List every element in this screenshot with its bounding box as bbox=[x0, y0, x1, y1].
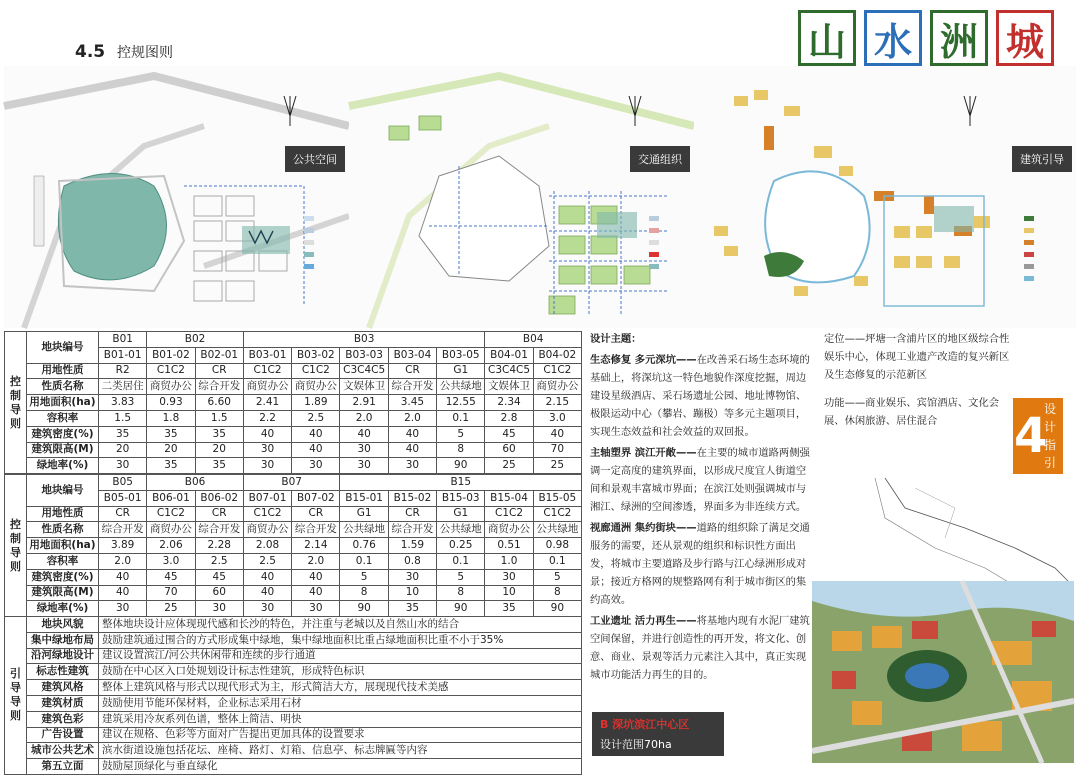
row-label: 容积率 bbox=[27, 553, 99, 569]
group-cell: B04 bbox=[485, 332, 582, 348]
value-cell: 30 bbox=[292, 601, 340, 617]
value-cell: 0.25 bbox=[437, 538, 485, 554]
value-cell: 40 bbox=[292, 442, 340, 458]
header-label: 地块编号 bbox=[27, 475, 99, 507]
guidance-text: 建筑采用冷灰系列色谱，整体上简洁、明快 bbox=[99, 711, 582, 727]
table-row bbox=[5, 680, 582, 696]
value-cell: 40 bbox=[388, 426, 436, 442]
table-row bbox=[5, 442, 582, 458]
row-label: 建筑材质 bbox=[27, 695, 99, 711]
value-cell: C1C2 bbox=[243, 506, 291, 522]
table-row bbox=[5, 695, 582, 711]
guidance-text: 滨水街道设施包括花坛、座椅、路灯、灯箱、信息亭、标志牌匾等内容 bbox=[99, 743, 582, 759]
value-cell: C1C2 bbox=[147, 506, 195, 522]
group-cell: B05 bbox=[99, 475, 147, 491]
row-label: 建筑色彩 bbox=[27, 711, 99, 727]
brand-tile-2: 水 bbox=[864, 10, 922, 66]
value-cell: 40 bbox=[388, 442, 436, 458]
value-cell: 10 bbox=[485, 585, 533, 601]
value-cell: 45 bbox=[195, 569, 243, 585]
value-cell: 30 bbox=[340, 442, 388, 458]
table-row bbox=[5, 395, 582, 411]
value-cell: 90 bbox=[437, 458, 485, 474]
plot-id-cell: B06-02 bbox=[195, 490, 243, 506]
value-cell: C1C2 bbox=[292, 363, 340, 379]
brand-tile-3: 洲 bbox=[930, 10, 988, 66]
value-cell: 40 bbox=[99, 569, 147, 585]
scope-area: 设计范围70ha bbox=[600, 738, 672, 751]
value-cell: R2 bbox=[99, 363, 147, 379]
value-cell: 综合开发 bbox=[99, 522, 147, 538]
value-cell: 0.51 bbox=[485, 538, 533, 554]
plot-id-cell: B01-01 bbox=[99, 347, 147, 363]
table-row bbox=[5, 475, 582, 491]
value-cell: CR bbox=[195, 363, 243, 379]
table-row bbox=[5, 727, 582, 743]
value-cell: 二类居住 bbox=[99, 379, 147, 395]
positioning-text: 定位——坪塘一含浦片区的地区级综合性娱乐中心，体现工业遗产改造的复兴新区及生态修复的示范新区 bbox=[824, 333, 1010, 381]
value-cell: 30 bbox=[485, 569, 533, 585]
value-cell: 40 bbox=[243, 569, 291, 585]
value-cell: 2.15 bbox=[533, 395, 581, 411]
brand-tile-1: 山 bbox=[798, 10, 856, 66]
value-cell: 35 bbox=[147, 426, 195, 442]
control-table-1 bbox=[4, 331, 582, 474]
value-cell: CR bbox=[292, 506, 340, 522]
table-row bbox=[5, 601, 582, 617]
plot-id-cell: B03-05 bbox=[437, 347, 485, 363]
plot-id-cell: B15-05 bbox=[533, 490, 581, 506]
table-row bbox=[5, 759, 582, 775]
building-label: 建筑引导 bbox=[1012, 146, 1072, 172]
row-label: 性质名称 bbox=[27, 379, 99, 395]
row-label: 集中绿地布局 bbox=[27, 632, 99, 648]
row-label: 用地性质 bbox=[27, 363, 99, 379]
table-row bbox=[5, 426, 582, 442]
value-cell: 0.1 bbox=[437, 553, 485, 569]
value-cell: 60 bbox=[485, 442, 533, 458]
value-cell: 30 bbox=[388, 569, 436, 585]
brand-logo bbox=[798, 10, 1054, 66]
building-plan bbox=[694, 66, 1076, 328]
value-cell: C1C2 bbox=[485, 506, 533, 522]
value-cell: C1C2 bbox=[243, 363, 291, 379]
plot-id-cell: B03-03 bbox=[340, 347, 388, 363]
section-label: 控制导则 bbox=[5, 332, 27, 474]
plot-id-cell: B06-01 bbox=[147, 490, 195, 506]
theme-paragraph bbox=[590, 519, 816, 609]
value-cell: 2.08 bbox=[243, 538, 291, 554]
row-label: 建筑密度(%) bbox=[27, 426, 99, 442]
value-cell: 0.98 bbox=[533, 538, 581, 554]
value-cell: 2.28 bbox=[195, 538, 243, 554]
design-scope-box bbox=[592, 712, 724, 756]
row-label: 建筑风格 bbox=[27, 680, 99, 696]
value-cell: 8 bbox=[533, 585, 581, 601]
guidance-text: 整体上建筑风格与形式以现代形式为主，形式简洁大方，展现现代技术美感 bbox=[99, 680, 582, 696]
value-cell: 40 bbox=[340, 426, 388, 442]
value-cell: 0.76 bbox=[340, 538, 388, 554]
value-cell: 40 bbox=[292, 569, 340, 585]
design-theme bbox=[590, 330, 816, 687]
plot-id-cell: B02-01 bbox=[195, 347, 243, 363]
group-cell: B06 bbox=[147, 475, 244, 491]
page-title bbox=[75, 42, 173, 62]
value-cell: 公共绿地 bbox=[437, 522, 485, 538]
page-subtitle: 控规图则 bbox=[117, 45, 174, 61]
value-cell: 30 bbox=[388, 458, 436, 474]
value-cell: 2.8 bbox=[485, 410, 533, 426]
table-row bbox=[5, 522, 582, 538]
value-cell: 2.41 bbox=[243, 395, 291, 411]
plot-id-cell: B01-02 bbox=[147, 347, 195, 363]
table-row bbox=[5, 379, 582, 395]
value-cell: 1.5 bbox=[99, 410, 147, 426]
value-cell: 20 bbox=[99, 442, 147, 458]
plot-id-cell: B03-01 bbox=[243, 347, 291, 363]
theme-paragraph bbox=[590, 612, 816, 684]
value-cell: 90 bbox=[533, 601, 581, 617]
value-cell: CR bbox=[99, 506, 147, 522]
value-cell: 20 bbox=[195, 442, 243, 458]
value-cell: C1C2 bbox=[147, 363, 195, 379]
aerial-render bbox=[812, 581, 1074, 763]
table-row bbox=[5, 569, 582, 585]
function-text: 功能——商业娱乐、宾馆酒店、文化会展、休闲旅游、居住混合 bbox=[824, 397, 1000, 427]
guidance-text: 鼓励使用节能环保材料，企业标志采用石材 bbox=[99, 695, 582, 711]
value-cell: G1 bbox=[437, 363, 485, 379]
value-cell: C3C4C5 bbox=[340, 363, 388, 379]
table-row bbox=[5, 410, 582, 426]
value-cell: 40 bbox=[533, 426, 581, 442]
table-row bbox=[5, 332, 582, 348]
value-cell: 2.5 bbox=[243, 553, 291, 569]
value-cell: 25 bbox=[485, 458, 533, 474]
value-cell: 0.8 bbox=[388, 553, 436, 569]
value-cell: 30 bbox=[99, 458, 147, 474]
brand-tile-4: 城 bbox=[996, 10, 1054, 66]
value-cell: CR bbox=[388, 506, 436, 522]
value-cell: 1.0 bbox=[485, 553, 533, 569]
row-label: 建筑限高(M) bbox=[27, 585, 99, 601]
value-cell: CR bbox=[388, 363, 436, 379]
plot-id-cell: B03-02 bbox=[292, 347, 340, 363]
section-label: 控制导则 bbox=[5, 475, 27, 617]
value-cell: 2.0 bbox=[340, 410, 388, 426]
value-cell: 30 bbox=[195, 601, 243, 617]
value-cell: 商贸办公 bbox=[485, 522, 533, 538]
guidance-text: 鼓励屋顶绿化与垂直绿化 bbox=[99, 759, 582, 775]
value-cell: 45 bbox=[485, 426, 533, 442]
value-cell: 0.1 bbox=[437, 410, 485, 426]
control-table-2 bbox=[4, 474, 582, 617]
value-cell: G1 bbox=[340, 506, 388, 522]
value-cell: 2.5 bbox=[292, 410, 340, 426]
value-cell: 40 bbox=[243, 426, 291, 442]
table-row bbox=[5, 585, 582, 601]
row-label: 用地面积(ha) bbox=[27, 538, 99, 554]
value-cell: 商贸办公 bbox=[243, 522, 291, 538]
value-cell: 5 bbox=[340, 569, 388, 585]
value-cell: 30 bbox=[292, 458, 340, 474]
table-row bbox=[5, 458, 582, 474]
value-cell: 1.89 bbox=[292, 395, 340, 411]
table-row bbox=[5, 506, 582, 522]
value-cell: 5 bbox=[437, 426, 485, 442]
value-cell: 90 bbox=[340, 601, 388, 617]
value-cell: 30 bbox=[243, 458, 291, 474]
scope-name: B 深坑滨江中心区 bbox=[600, 718, 690, 731]
value-cell: 0.93 bbox=[147, 395, 195, 411]
chapter-text: 设计指引 bbox=[1043, 402, 1056, 470]
header-label: 地块编号 bbox=[27, 332, 99, 364]
value-cell: G1 bbox=[437, 506, 485, 522]
table-row bbox=[5, 664, 582, 680]
value-cell: 商贸办公 bbox=[533, 379, 581, 395]
value-cell: 8 bbox=[340, 585, 388, 601]
row-label: 绿地率(%) bbox=[27, 601, 99, 617]
plot-id-cell: B15-01 bbox=[340, 490, 388, 506]
row-label: 性质名称 bbox=[27, 522, 99, 538]
value-cell: 30 bbox=[99, 601, 147, 617]
group-cell: B03 bbox=[243, 332, 484, 348]
theme-body: 将基地内现有水泥厂建筑空间保留，并进行创造性的再开发，将文化、创意、商业、景观等活力元素注入其中，真正实现城市功能活力再生的目的。 bbox=[590, 615, 810, 681]
page-number: 4.5 bbox=[75, 42, 106, 62]
value-cell: 25 bbox=[533, 458, 581, 474]
value-cell: 综合开发 bbox=[388, 379, 436, 395]
value-cell: 3.83 bbox=[99, 395, 147, 411]
value-cell: 综合开发 bbox=[388, 522, 436, 538]
value-cell: 文娱体卫 bbox=[340, 379, 388, 395]
value-cell: 35 bbox=[195, 426, 243, 442]
value-cell: C1C2 bbox=[533, 363, 581, 379]
value-cell: 10 bbox=[388, 585, 436, 601]
value-cell: 综合开发 bbox=[292, 522, 340, 538]
value-cell: 8 bbox=[437, 585, 485, 601]
group-cell: B07 bbox=[243, 475, 340, 491]
value-cell: 商贸办公 bbox=[243, 379, 291, 395]
plot-id-cell: B03-04 bbox=[388, 347, 436, 363]
value-cell: 1.5 bbox=[195, 410, 243, 426]
value-cell: 公共绿地 bbox=[533, 522, 581, 538]
value-cell: 2.0 bbox=[292, 553, 340, 569]
section-label: 引导导则 bbox=[5, 617, 27, 775]
guidance-text: 建议在规格、色彩等方面对广告提出更加具体的设置要求 bbox=[99, 727, 582, 743]
plot-id-cell: B15-03 bbox=[437, 490, 485, 506]
table-row bbox=[5, 617, 582, 633]
public-space-map bbox=[4, 66, 349, 328]
group-cell: B15 bbox=[340, 475, 582, 491]
value-cell: 2.91 bbox=[340, 395, 388, 411]
value-cell: 8 bbox=[437, 442, 485, 458]
value-cell: 5 bbox=[437, 569, 485, 585]
value-cell: 40 bbox=[99, 585, 147, 601]
traffic-label: 交通组织 bbox=[630, 146, 690, 172]
value-cell: C3C4C5 bbox=[485, 363, 533, 379]
theme-head: 工业遗址 活力再生—— bbox=[590, 615, 697, 627]
value-cell: 商贸办公 bbox=[147, 379, 195, 395]
location-plan bbox=[815, 478, 1073, 586]
value-cell: 3.0 bbox=[147, 553, 195, 569]
value-cell: 3.0 bbox=[533, 410, 581, 426]
value-cell: 35 bbox=[99, 426, 147, 442]
plot-id-cell: B07-02 bbox=[292, 490, 340, 506]
value-cell: 文娱体卫 bbox=[485, 379, 533, 395]
value-cell: 0.1 bbox=[340, 553, 388, 569]
theme-head: 主轴塑界 滨江开敞—— bbox=[590, 447, 697, 459]
table-row bbox=[5, 711, 582, 727]
table-row bbox=[5, 538, 582, 554]
value-cell: 12.55 bbox=[437, 395, 485, 411]
guidance-text: 整体地块设计应体现现代感和长沙的特色，并注重与老城以及自然山水的结合 bbox=[99, 617, 582, 633]
value-cell: 2.5 bbox=[195, 553, 243, 569]
plot-id-cell: B15-02 bbox=[388, 490, 436, 506]
value-cell: 30 bbox=[340, 458, 388, 474]
public-space-plan bbox=[4, 66, 349, 328]
theme-paragraph bbox=[590, 444, 816, 516]
theme-body: 在主要的城市道路两侧强调一定高度的建筑界面，以形成尺度宜人街道空间和景观丰富城市界面；在滨江处则强调城市与湘江、绿洲的空间渗透，界面多为非连续方式。 bbox=[590, 447, 810, 513]
value-cell: 公共绿地 bbox=[340, 522, 388, 538]
value-cell: C1C2 bbox=[533, 506, 581, 522]
value-cell: 20 bbox=[147, 442, 195, 458]
theme-head: 生态修复 多元深坑—— bbox=[590, 354, 697, 366]
value-cell: 3.89 bbox=[99, 538, 147, 554]
value-cell: 综合开发 bbox=[195, 522, 243, 538]
guidance-text: 鼓励建筑通过围合的方式形成集中绿地，集中绿地面积比重占绿地面积比重不小于35% bbox=[99, 632, 582, 648]
guidance-table bbox=[4, 616, 582, 775]
value-cell: 60 bbox=[195, 585, 243, 601]
theme-head: 视廊通洲 集约街块—— bbox=[590, 522, 697, 534]
row-label: 广告设置 bbox=[27, 727, 99, 743]
value-cell: 1.8 bbox=[147, 410, 195, 426]
table-row bbox=[5, 553, 582, 569]
value-cell: 30 bbox=[243, 601, 291, 617]
plot-id-cell: B04-01 bbox=[485, 347, 533, 363]
value-cell: 30 bbox=[243, 442, 291, 458]
row-label: 用地性质 bbox=[27, 506, 99, 522]
theme-body: 道路的组织除了满足交通服务的需要，还从景观的组织和标识性方面出发，将城市主要道路及步行路与江心绿洲形成对景；接近方格网的规整路网有利于城市街区的集约高效。 bbox=[590, 522, 810, 606]
row-label: 建筑限高(M) bbox=[27, 442, 99, 458]
plot-id-cell: B07-01 bbox=[243, 490, 291, 506]
table-row bbox=[5, 632, 582, 648]
value-cell: 商贸办公 bbox=[292, 379, 340, 395]
row-label: 建筑密度(%) bbox=[27, 569, 99, 585]
value-cell: CR bbox=[195, 506, 243, 522]
row-label: 城市公共艺术 bbox=[27, 743, 99, 759]
group-cell: B02 bbox=[147, 332, 244, 348]
chapter-badge bbox=[1013, 398, 1063, 474]
value-cell: 5 bbox=[533, 569, 581, 585]
theme-body: 在改善采石场生态环境的基础上，将深坑这一特色地貌作深度挖掘，周边建设星级酒店、采石场遗址公园、地址博物馆、极限运动中心（攀岩、蹦极）等多元主题项目，实现生态效益和社会效益的双回报。 bbox=[590, 354, 810, 438]
value-cell: 3.45 bbox=[388, 395, 436, 411]
guidance-text: 鼓励在中心区入口处规划设计标志性建筑，形成特色标识 bbox=[99, 664, 582, 680]
value-cell: 6.60 bbox=[195, 395, 243, 411]
traffic-map bbox=[349, 66, 694, 328]
value-cell: 35 bbox=[388, 601, 436, 617]
value-cell: 40 bbox=[292, 426, 340, 442]
value-cell: 2.14 bbox=[292, 538, 340, 554]
table-row bbox=[5, 363, 582, 379]
chapter-number: 4 bbox=[1014, 408, 1048, 464]
value-cell: 40 bbox=[243, 585, 291, 601]
plot-id-cell: B04-02 bbox=[533, 347, 581, 363]
value-cell: 40 bbox=[292, 585, 340, 601]
value-cell: 0.1 bbox=[533, 553, 581, 569]
building-map bbox=[694, 66, 1076, 328]
value-cell: 商贸办公 bbox=[147, 522, 195, 538]
value-cell: 35 bbox=[195, 458, 243, 474]
value-cell: 70 bbox=[533, 442, 581, 458]
traffic-plan bbox=[349, 66, 694, 328]
row-label: 标志性建筑 bbox=[27, 664, 99, 680]
public-space-label: 公共空间 bbox=[285, 146, 345, 172]
table-row bbox=[5, 743, 582, 759]
plot-id-cell: B05-01 bbox=[99, 490, 147, 506]
value-cell: 35 bbox=[485, 601, 533, 617]
value-cell: 2.2 bbox=[243, 410, 291, 426]
value-cell: 2.0 bbox=[99, 553, 147, 569]
row-label: 用地面积(ha) bbox=[27, 395, 99, 411]
value-cell: 综合开发 bbox=[195, 379, 243, 395]
plot-id-cell: B15-04 bbox=[485, 490, 533, 506]
positioning bbox=[824, 330, 1014, 440]
value-cell: 2.34 bbox=[485, 395, 533, 411]
value-cell: 45 bbox=[147, 569, 195, 585]
row-label: 沿河绿地设计 bbox=[27, 648, 99, 664]
guidance-text: 建议设置滨江/河公共休闲带和连续的步行通道 bbox=[99, 648, 582, 664]
value-cell: 2.06 bbox=[147, 538, 195, 554]
row-label: 第五立面 bbox=[27, 759, 99, 775]
row-label: 容积率 bbox=[27, 410, 99, 426]
value-cell: 2.0 bbox=[388, 410, 436, 426]
value-cell: 90 bbox=[437, 601, 485, 617]
value-cell: 1.59 bbox=[388, 538, 436, 554]
value-cell: 公共绿地 bbox=[437, 379, 485, 395]
row-label: 地块风貌 bbox=[27, 617, 99, 633]
value-cell: 35 bbox=[147, 458, 195, 474]
value-cell: 25 bbox=[147, 601, 195, 617]
group-cell: B01 bbox=[99, 332, 147, 348]
theme-paragraph bbox=[590, 351, 816, 441]
value-cell: 70 bbox=[147, 585, 195, 601]
design-theme-title: 设计主题： bbox=[590, 333, 642, 345]
row-label: 绿地率(%) bbox=[27, 458, 99, 474]
table-row bbox=[5, 648, 582, 664]
